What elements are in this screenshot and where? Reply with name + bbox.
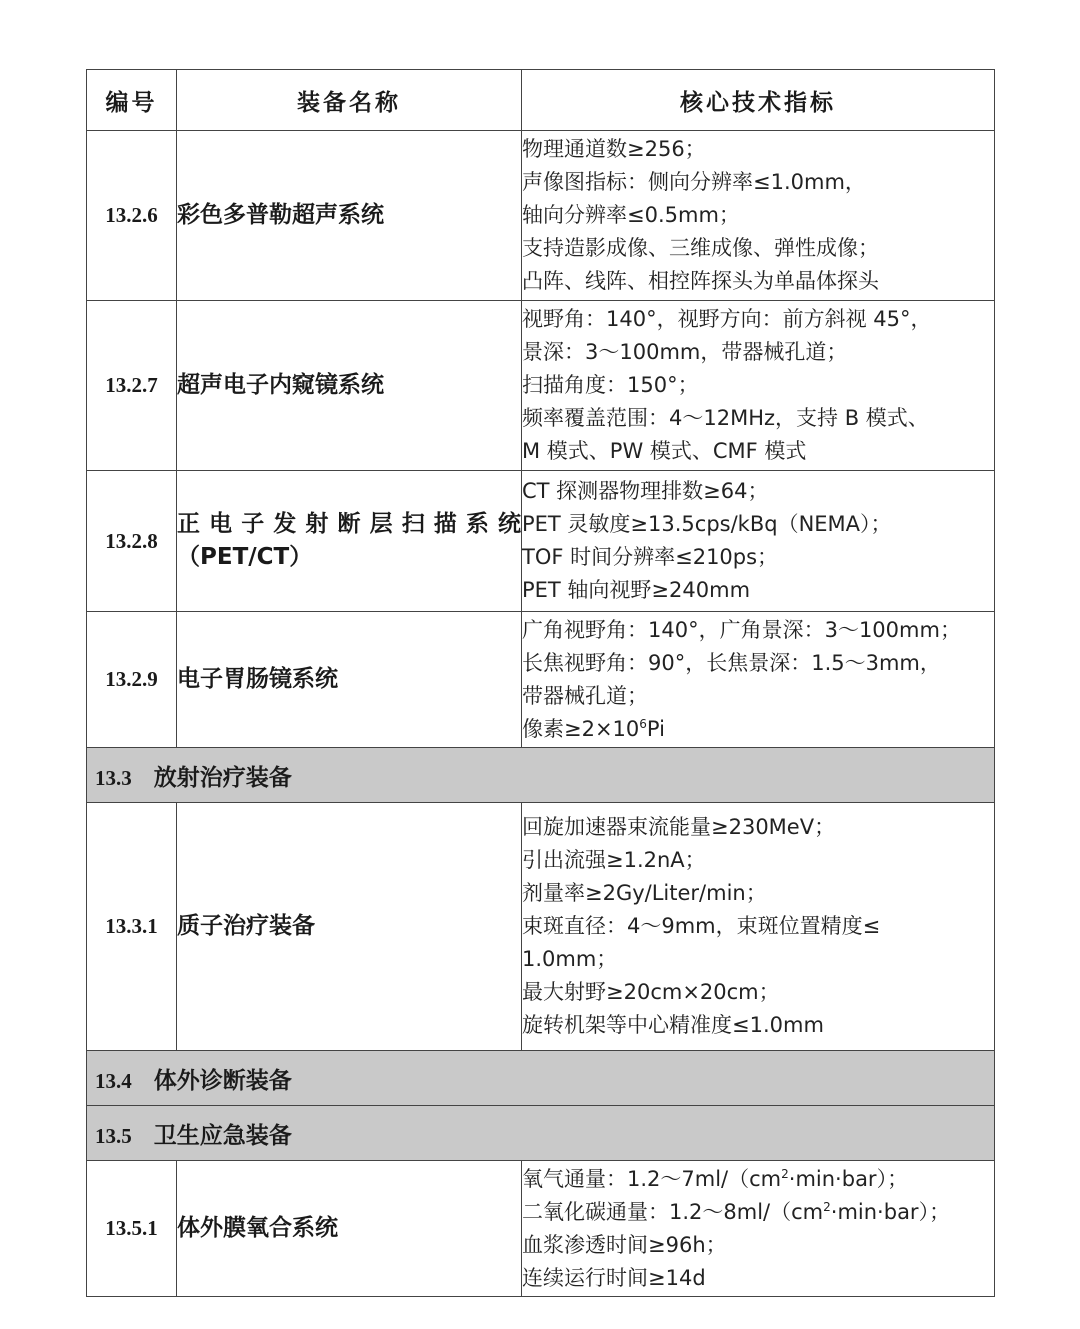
- section-row: [87, 748, 995, 803]
- co2-text: 二氧化碳通量：1.2～8ml/（cm: [522, 1199, 824, 1224]
- section-13-5: [87, 1106, 995, 1161]
- row-code: 13.5.1: [87, 1161, 177, 1297]
- pixel-exponent: 6: [639, 716, 647, 731]
- spec-line: 剂量率≥2Gy/Liter/min；: [522, 881, 767, 905]
- row-name: 彩色多普勒超声系统: [177, 131, 522, 301]
- row-name: 电子胃肠镜系统: [177, 612, 522, 748]
- table-row: [87, 803, 995, 1051]
- header-name: 装备名称: [177, 70, 522, 131]
- row-name: 质子治疗装备: [177, 803, 522, 1051]
- pixel-text: 像素≥2×10: [522, 716, 640, 741]
- o2-text: 氧气通量：1.2～7ml/（cm: [522, 1166, 782, 1191]
- row-name-line1: 正电子发射断层扫描系统: [177, 511, 521, 537]
- row-name: [177, 471, 522, 612]
- section-code: 13.4: [95, 1068, 132, 1093]
- table-row: [87, 1161, 995, 1297]
- section-title: 放射治疗装备: [153, 764, 292, 791]
- pixel-unit: Pi: [646, 716, 665, 741]
- spec-line: 回旋加速器束流能量≥230MeV；: [522, 815, 836, 839]
- section-13-4: [87, 1051, 995, 1106]
- row-code: 13.2.8: [87, 471, 177, 612]
- table-header-row: [87, 70, 995, 131]
- section-row: [87, 1051, 995, 1106]
- table-row: [87, 612, 995, 748]
- row-spec: [522, 612, 995, 748]
- spec-line: 轴向分辨率≤0.5mm；: [522, 203, 740, 227]
- header-spec: 核心技术指标: [522, 70, 995, 131]
- spec-line: M 模式、PW 模式、CMF 模式: [522, 439, 807, 463]
- row-name: 体外膜氧合系统: [177, 1161, 522, 1297]
- section-13-3: [87, 748, 995, 803]
- spec-line: 引出流强≥1.2nA；: [522, 848, 706, 872]
- section-code: 13.5: [95, 1123, 132, 1148]
- row-code: 13.2.6: [87, 131, 177, 301]
- spec-line: 带器械孔道；: [522, 683, 648, 708]
- row-name: 超声电子内窥镜系统: [177, 301, 522, 471]
- row-spec: [522, 301, 995, 471]
- spec-line: 扫描角度：150°；: [522, 373, 699, 397]
- row-name-line2: （PET/CT）: [177, 544, 313, 570]
- spec-line: 旋转机架等中心精准度≤1.0mm: [522, 1013, 824, 1037]
- co2-exponent: 2: [823, 1199, 831, 1214]
- row-spec: [522, 471, 995, 612]
- row-code: 13.2.7: [87, 301, 177, 471]
- table-row: [87, 301, 995, 471]
- row-code: 13.3.1: [87, 803, 177, 1051]
- table-row: [87, 131, 995, 301]
- spec-line: TOF 时间分辨率≤210ps；: [522, 545, 779, 569]
- equipment-spec-table: [86, 69, 995, 1297]
- row-code: 13.2.9: [87, 612, 177, 748]
- table-row: [87, 471, 995, 612]
- spec-line: 物理通道数≥256；: [522, 137, 706, 161]
- o2-exponent: 2: [781, 1166, 789, 1181]
- header-code: 编号: [87, 70, 177, 131]
- spec-line: 频率覆盖范围：4～12MHz，支持 B 模式、: [522, 406, 929, 430]
- spec-line-o2: [522, 1163, 994, 1196]
- spec-line: 最大射野≥20cm×20cm；: [522, 980, 780, 1004]
- row-spec: [522, 131, 995, 301]
- section-title: 卫生应急装备: [153, 1122, 292, 1149]
- spec-line: PET 轴向视野≥240mm: [522, 578, 751, 602]
- spec-line: 景深：3～100mm，带器械孔道；: [522, 340, 848, 364]
- spec-line: 血浆渗透时间≥96h；: [522, 1232, 727, 1257]
- spec-line: CT 探测器物理排数≥64；: [522, 479, 769, 503]
- spec-line: 连续运行时间≥14d: [522, 1265, 706, 1290]
- spec-line-pixels: [522, 713, 994, 746]
- spec-line: 束斑直径：4～9mm，束斑位置精度≤: [522, 914, 881, 938]
- section-code: 13.3: [95, 765, 132, 790]
- section-row: [87, 1106, 995, 1161]
- section-title: 体外诊断装备: [153, 1067, 292, 1094]
- spec-line: 声像图指标：侧向分辨率≤1.0mm，: [522, 170, 866, 194]
- o2-unit: ·min·bar）；: [788, 1166, 909, 1191]
- spec-line: 广角视野角：140°，广角景深：3～100mm；: [522, 617, 961, 642]
- spec-line: 长焦视野角：90°，长焦景深：1.5～3mm，: [522, 650, 941, 675]
- row-spec: [522, 803, 995, 1051]
- spec-line: 1.0mm；: [522, 947, 618, 971]
- spec-line: 视野角：140°，视野方向：前方斜视 45°，: [522, 307, 932, 331]
- spec-line: 支持造影成像、三维成像、弹性成像；: [522, 236, 879, 260]
- spec-line-co2: [522, 1196, 994, 1229]
- spec-line: PET 灵敏度≥13.5cps/kBq（NEMA）；: [522, 512, 892, 536]
- co2-unit: ·min·bar）；: [830, 1199, 951, 1224]
- spec-line: 凸阵、线阵、相控阵探头为单晶体探头: [522, 269, 879, 293]
- row-spec: [522, 1161, 995, 1297]
